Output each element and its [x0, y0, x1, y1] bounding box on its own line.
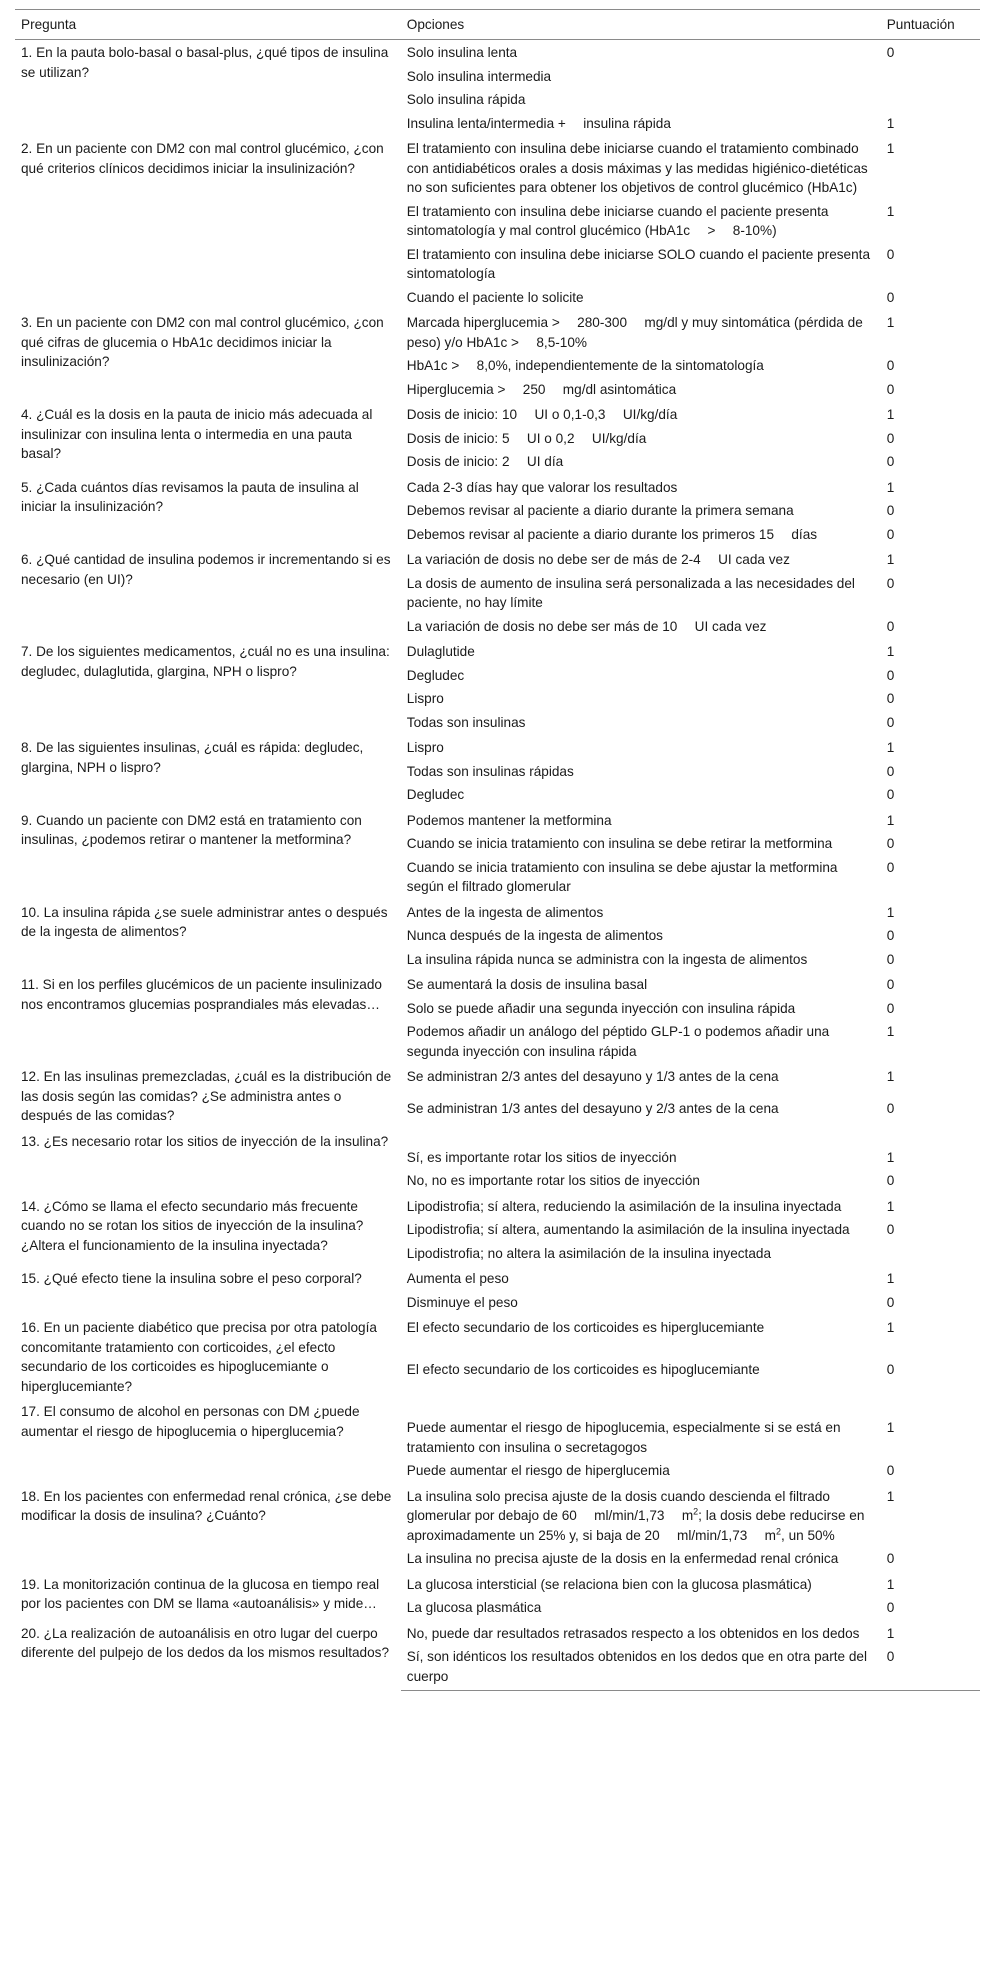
option-score: 0: [886, 763, 895, 779]
option-score: 0: [886, 1173, 895, 1188]
option-score: 0: [886, 526, 895, 542]
option-text: Debemos revisar al paciente a diario durante la primera semana: [406, 503, 794, 518]
option-score: 1: [886, 740, 895, 755]
option-text: Sí, es importante rotar los sitios de inyección: [406, 1149, 677, 1165]
option-text: La insulina rápida nunca se administra con la ingesta de alimentos: [406, 951, 808, 967]
option-score: 0: [886, 836, 895, 851]
option-text: Dosis de inicio: 5 UI o 0,2 UI/kg/día: [406, 430, 647, 446]
option-text: Degludec: [406, 667, 465, 683]
option-text: El efecto secundario de los corticoides es hiperglucemiante: [406, 1320, 765, 1335]
question-text: 2. En un paciente con DM2 con mal control glucémico, ¿con qué criterios clínicos decidimos iniciar la insulinización?: [21, 141, 384, 176]
option-score: 1: [886, 552, 895, 567]
question-text: 20. ¿La realización de autoanálisis en otro lugar del cuerpo diferente del pulpejo de los dedos da los mismos resultados?: [21, 1625, 390, 1660]
option-text-part: , un 50%: [781, 1527, 835, 1543]
option-text: El tratamiento con insulina debe iniciarse SOLO cuando el paciente presenta sintomatología: [406, 246, 871, 281]
question-text: 11. Si en los perfiles glucémicos de un paciente insulinizado nos encontramos glucemias posprandiales más elevadas…: [21, 977, 382, 1012]
option-row: [15, 972, 980, 998]
option-score: 0: [886, 454, 895, 469]
question-text: 6. ¿Qué cantidad de insulina podemos ir incrementando si es necesario (en UI)?: [21, 552, 391, 587]
option-score: 0: [886, 503, 895, 518]
header-row: [15, 10, 980, 40]
header-options: Opciones: [401, 10, 881, 40]
option-text: Cuando el paciente lo solicite: [406, 289, 584, 305]
option-text: Puede aumentar el riesgo de hiperglucemia: [406, 1463, 670, 1478]
option-text: Puede aumentar el riesgo de hipoglucemia, especialmente si se está en tratamiento con insulina o secretagogos: [406, 1420, 841, 1455]
option-text: Cada 2-3 días hay que valorar los resultados: [406, 479, 678, 495]
option-score: 1: [886, 644, 895, 659]
option-score: 1: [886, 1625, 895, 1641]
question-text: 12. En las insulinas premezcladas, ¿cuál es la distribución de las dosis según las comidas? ¿Se administra antes o después de las comidas?: [21, 1069, 392, 1123]
option-row: [15, 1194, 980, 1220]
option-text: Aumenta el peso: [406, 1271, 509, 1286]
option-score: 0: [886, 1100, 895, 1116]
option-text: El efecto secundario de los corticoides es hipoglucemiante: [406, 1361, 760, 1377]
option-score: 1: [886, 1271, 895, 1286]
option-score: 0: [886, 928, 895, 943]
option-score: 1: [886, 812, 895, 828]
option-score: 1: [886, 1576, 895, 1592]
questionnaire-body: [15, 40, 980, 1691]
option-row: [15, 136, 980, 201]
option-text-part: ; la dosis debe reducirse en aproximadamente un 25% y, si baja de 20 ml/min/1,73 m: [406, 1508, 865, 1543]
option-row: [15, 1399, 980, 1460]
option-score: 1: [886, 1320, 895, 1335]
option-score: 1: [886, 1069, 895, 1084]
option-score: 1: [886, 1420, 895, 1435]
option-row: [15, 310, 980, 355]
option-text: Hiperglucemia > 250 mg/dl asintomática: [406, 381, 677, 397]
questionnaire-table: [15, 9, 980, 1691]
option-score: 0: [886, 667, 895, 683]
option-score: 0: [886, 787, 895, 802]
question-text: 14. ¿Cómo se llama el efecto secundario más frecuente cuando no se rotan los sitios de inyección de la insulina? ¿Altera el funcionamiento de la insulina inyectada?: [21, 1198, 364, 1253]
superscript: 2: [693, 1506, 699, 1517]
option-text: Solo insulina intermedia: [406, 68, 552, 84]
option-text: La glucosa intersticial (se relaciona bien con la glucosa plasmática): [406, 1576, 812, 1592]
option-text: Disminuye el peso: [406, 1294, 518, 1310]
option-score: 0: [886, 1294, 895, 1310]
option-score: 1: [886, 1024, 895, 1039]
option-text: [401, 1484, 881, 1549]
option-text: Todas son insulinas: [406, 714, 526, 730]
header-question: Pregunta: [15, 10, 401, 40]
question-text: 8. De las siguientes insulinas, ¿cuál es rápida: degludec, glargina, NPH o lispro?: [21, 740, 364, 775]
option-text: Dosis de inicio: 2 UI día: [406, 454, 564, 469]
option-score: 1: [886, 141, 895, 156]
option-row: [15, 1266, 980, 1292]
option-text: Dulaglutide: [406, 644, 475, 659]
question-text: 1. En la pauta bolo-basal o basal-plus, ¿qué tipos de insulina se utilizan?: [21, 45, 389, 80]
option-row: [15, 1621, 980, 1647]
option-row: [15, 40, 980, 66]
option-score: [881, 89, 980, 113]
option-score: 0: [886, 1000, 895, 1016]
option-text: La insulina no precisa ajuste de la dosis en la enfermedad renal crónica: [406, 1551, 839, 1566]
question-text: 18. En los pacientes con enfermedad renal crónica, ¿se debe modificar la dosis de insulina? ¿Cuánto?: [21, 1488, 392, 1523]
option-score: 0: [886, 246, 895, 262]
option-score: 0: [886, 714, 895, 730]
option-text: Lipodistrofia; sí altera, reduciendo la asimilación de la insulina inyectada: [406, 1198, 842, 1214]
option-text: Lispro: [406, 740, 444, 755]
option-score: 0: [886, 45, 895, 60]
option-text: Cuando se inicia tratamiento con insulina se debe retirar la metformina: [406, 836, 833, 851]
option-text: Podemos mantener la metformina: [406, 812, 612, 828]
option-text: Cuando se inicia tratamiento con insulina se debe ajustar la metformina según el filtrado glomerular: [406, 859, 838, 894]
question-text: 19. La monitorización continua de la glucosa en tiempo real por los pacientes con DM se llama «autoanálisis» y mide…: [21, 1576, 380, 1611]
option-text: Nunca después de la ingesta de alimentos: [406, 928, 663, 943]
option-score: 0: [886, 1600, 895, 1615]
option-score: 1: [886, 315, 895, 330]
option-text: Insulina lenta/intermedia + insulina rápida: [406, 115, 671, 131]
option-row: [15, 1129, 980, 1171]
option-score: 0: [886, 618, 895, 634]
question-text: 7. De los siguientes medicamentos, ¿cuál no es una insulina: degludec, dulaglutida, glargina, NPH o lispro?: [21, 644, 390, 679]
question-text: 16. En un paciente diabético que precisa por otra patología concomitante tratamiento con corticoides, ¿el efecto secundario de los corticoides es hipoglucemiante o hiperglucemiante?: [21, 1320, 377, 1394]
option-row: [15, 639, 980, 665]
option-text: El tratamiento con insulina debe iniciarse cuando el tratamiento combinado con antidiabéticos orales a dosis máximas y las medidas higiénico-dietéticas no son suficientes para obtener los objetivos de control glucémico (HbA1c): [406, 141, 868, 195]
option-score: 1: [886, 115, 895, 131]
option-score: 0: [886, 1361, 895, 1377]
question-text: 15. ¿Qué efecto tiene la insulina sobre el peso corporal?: [21, 1271, 362, 1286]
option-score: 0: [886, 1222, 895, 1237]
option-row: [15, 1064, 980, 1098]
option-row: [15, 547, 980, 573]
option-text: La variación de dosis no debe ser más de 10 UI cada vez: [406, 618, 767, 634]
option-text: No, no es importante rotar los sitios de inyección: [406, 1173, 700, 1188]
option-text: Solo se puede añadir una segunda inyección con insulina rápida: [406, 1000, 796, 1016]
option-text: La variación de dosis no debe ser de más de 2-4 UI cada vez: [406, 552, 790, 567]
option-text: Sí, son idénticos los resultados obtenidos en los dedos que en otra parte del cuerpo: [401, 1646, 881, 1691]
option-text: Se administran 1/3 antes del desayuno y 2/3 antes de la cena: [406, 1100, 779, 1116]
option-score: 1: [886, 1149, 895, 1165]
option-score: 0: [886, 358, 895, 373]
option-text: Lipodistrofia; no altera la asimilación de la insulina inyectada: [406, 1245, 772, 1261]
question-text: 3. En un paciente con DM2 con mal control glucémico, ¿con qué cifras de glucemia o HbA1c decidimos iniciar la insulinización?: [21, 315, 384, 369]
option-text: La dosis de aumento de insulina será personalizada a las necesidades del paciente, no hay límite: [406, 575, 855, 610]
option-score: [881, 66, 980, 90]
option-score: 0: [886, 289, 895, 305]
option-text: No, puede dar resultados retrasados respecto a los obtenidos en los dedos: [406, 1625, 860, 1641]
option-score: 1: [886, 203, 895, 219]
option-text: Degludec: [406, 787, 465, 802]
option-score: 0: [886, 381, 895, 397]
option-text: Lipodistrofia; sí altera, aumentando la asimilación de la insulina inyectada: [406, 1222, 850, 1237]
option-text: Dosis de inicio: 10 UI o 0,1-0,3 UI/kg/día: [406, 407, 678, 422]
option-score: 0: [886, 859, 895, 875]
option-text: Antes de la ingesta de alimentos: [406, 904, 604, 920]
option-text: Se administran 2/3 antes del desayuno y 1/3 antes de la cena: [406, 1069, 779, 1084]
option-score: 0: [886, 1463, 895, 1478]
option-score: 0: [886, 575, 895, 591]
option-text: Se aumentará la dosis de insulina basal: [406, 977, 648, 992]
option-row: [15, 402, 980, 428]
option-row: [15, 735, 980, 761]
option-score: 1: [886, 479, 895, 495]
option-text: Solo insulina lenta: [406, 45, 518, 60]
question-text: 9. Cuando un paciente con DM2 está en tratamiento con insulinas, ¿podemos retirar o mantener la metformina?: [21, 812, 362, 847]
option-row: [15, 1572, 980, 1598]
option-row: [15, 808, 980, 834]
option-score: 0: [886, 430, 895, 446]
option-score: 0: [886, 951, 895, 967]
option-score: 0: [886, 977, 895, 992]
option-row: [15, 1484, 980, 1549]
option-text: El tratamiento con insulina debe iniciarse cuando el paciente presenta sintomatología y mal control glucémico (HbA1c > 8-10%): [406, 203, 829, 238]
question-text: 5. ¿Cada cuántos días revisamos la pauta de insulina al iniciar la insulinización?: [21, 479, 359, 514]
option-score: 0: [886, 691, 895, 706]
superscript: 2: [776, 1525, 782, 1536]
option-text: Solo insulina rápida: [406, 92, 526, 107]
question-text: 17. El consumo de alcohol en personas con DM ¿puede aumentar el riesgo de hipoglucemia o hiperglucemia?: [21, 1404, 360, 1439]
option-text: Todas son insulinas rápidas: [406, 763, 574, 779]
option-score: 1: [886, 904, 895, 920]
question-text: 10. La insulina rápida ¿se suele administrar antes o después de la ingesta de alimentos?: [21, 904, 388, 939]
option-text-part: La insulina solo precisa ajuste de la dosis cuando descienda el filtrado glomerular por debajo de 60 ml/min/1,73 m: [406, 1488, 830, 1523]
option-score: 0: [881, 1646, 980, 1691]
option-text: HbA1c > 8,0%, independientemente de la sintomatología: [406, 358, 764, 373]
option-score: [881, 1243, 980, 1267]
option-row: [15, 1315, 980, 1359]
option-row: [15, 900, 980, 926]
option-text: La glucosa plasmática: [406, 1600, 542, 1615]
option-score: 1: [886, 1488, 895, 1504]
option-text: Podemos añadir un análogo del péptido GLP-1 o podemos añadir una segunda inyección con insulina rápida: [406, 1024, 830, 1059]
header-score: Puntuación: [881, 10, 980, 40]
option-score: 1: [886, 1198, 895, 1214]
option-score: 0: [886, 1551, 895, 1566]
option-row: [15, 475, 980, 501]
option-text: Lispro: [406, 691, 444, 706]
question-text: 13. ¿Es necesario rotar los sitios de inyección de la insulina?: [21, 1133, 389, 1149]
question-text: 4. ¿Cuál es la dosis en la pauta de inicio más adecuada al insulinizar con insulina lenta o intermedia en una pauta basal?: [21, 407, 373, 461]
option-score: 1: [886, 407, 895, 422]
option-text: Debemos revisar al paciente a diario durante los primeros 15 días: [406, 526, 818, 542]
option-text: Marcada hiperglucemia > 280-300 mg/dl y muy sintomática (pérdida de peso) y/o HbA1c > 8,5-10%: [406, 315, 863, 350]
